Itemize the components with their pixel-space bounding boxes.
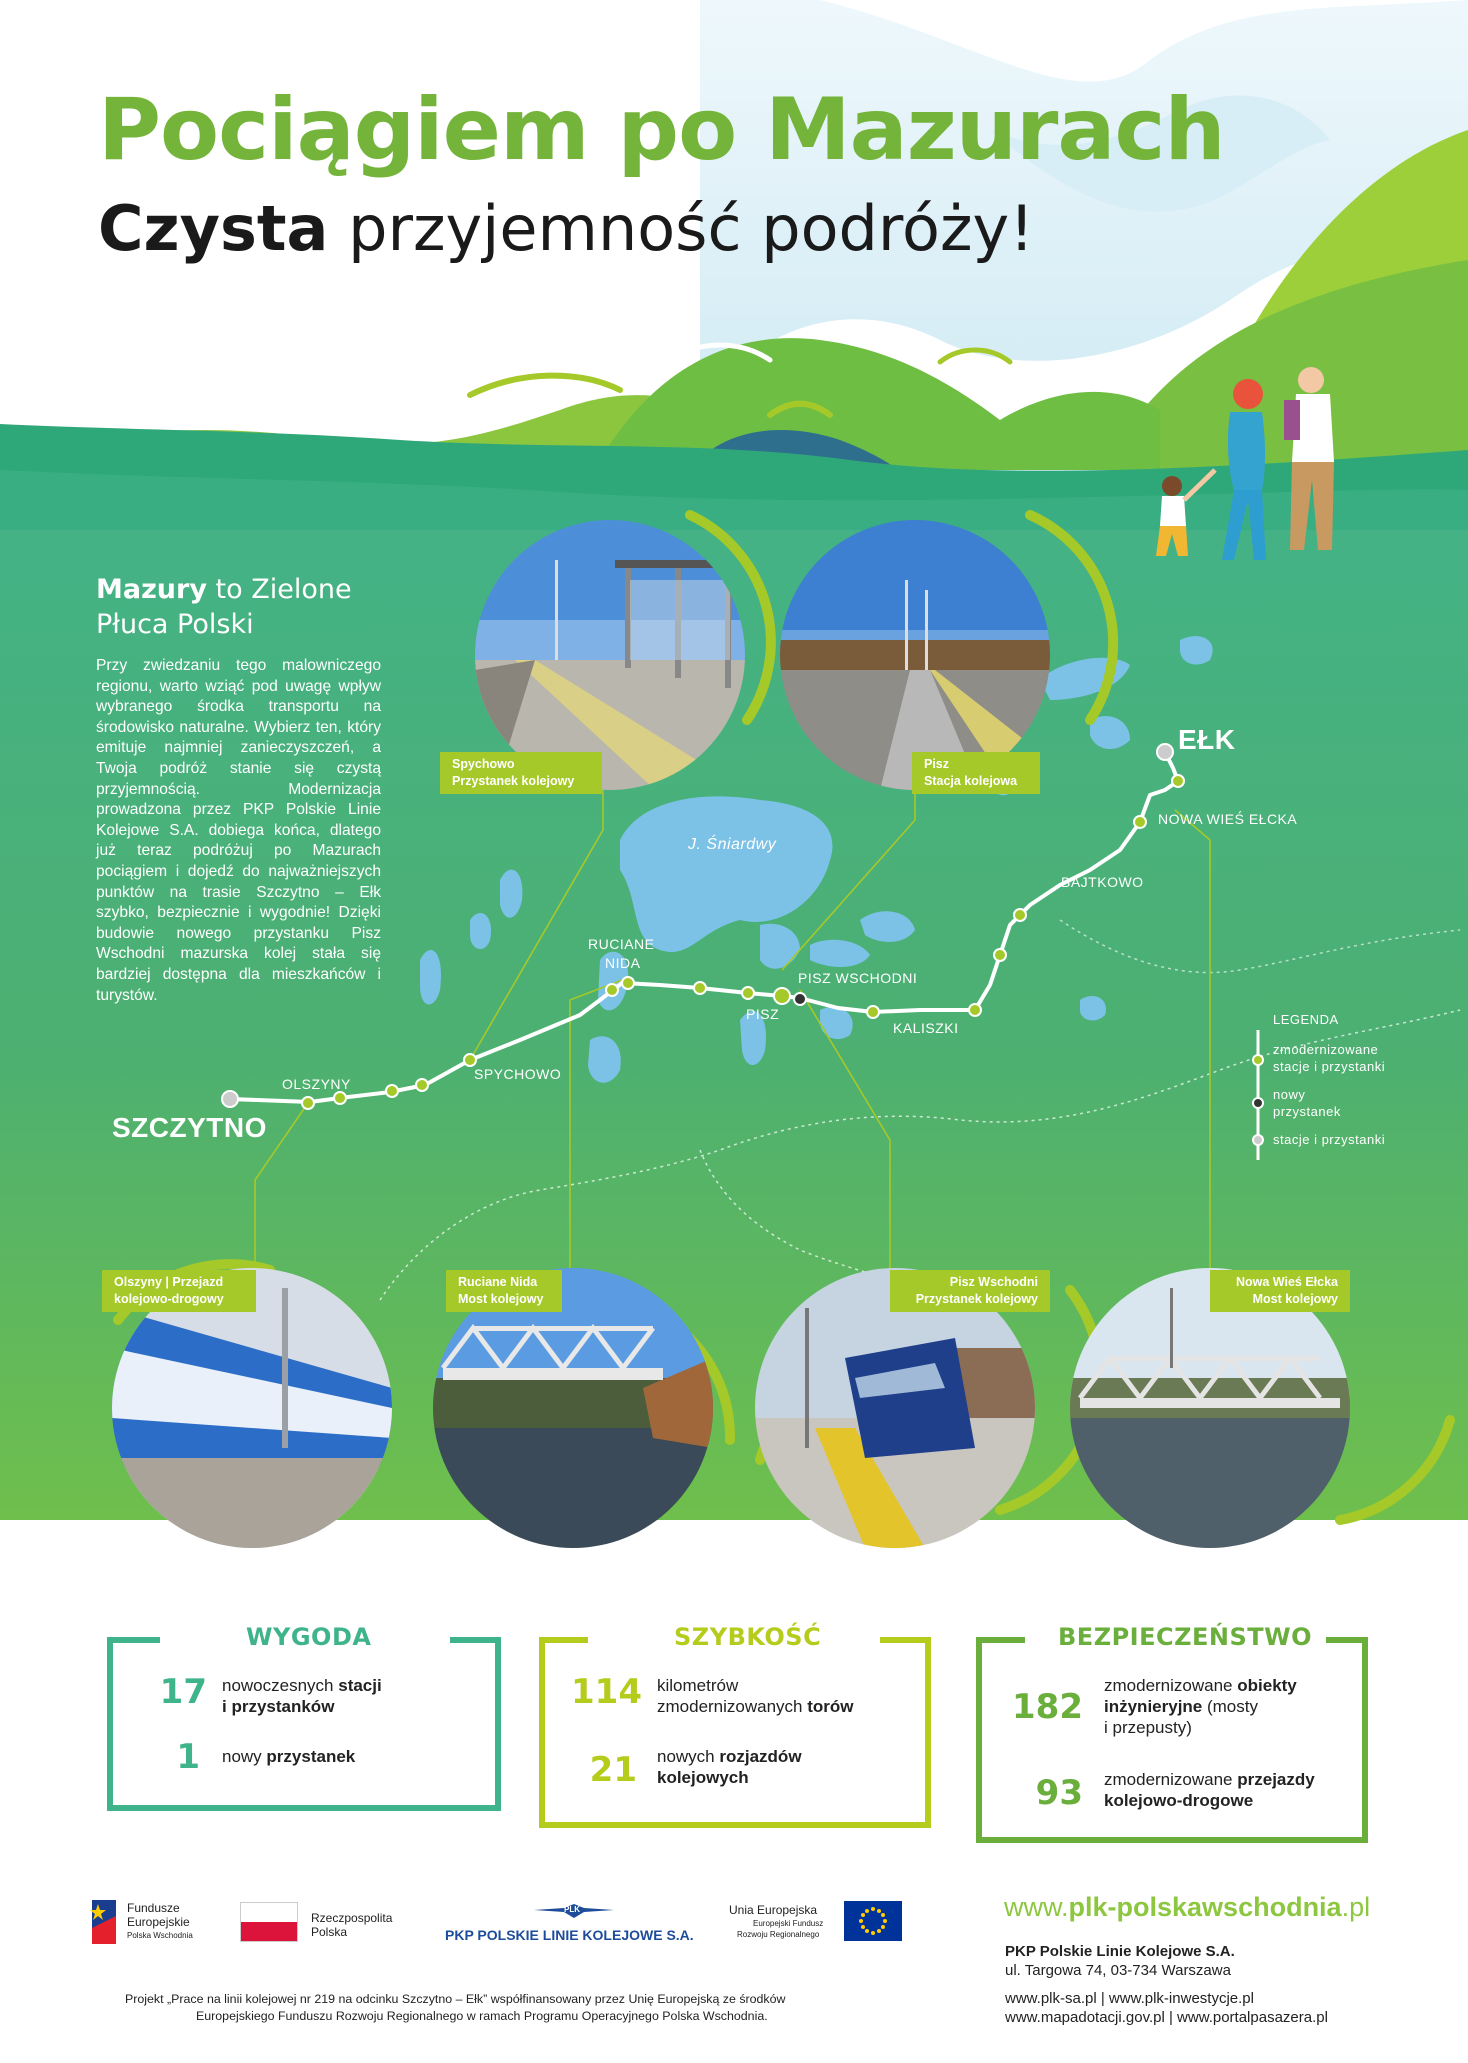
- plk-logo-text: PLK: [564, 1905, 580, 1914]
- stat-wygoda-num-1: 17: [159, 1672, 207, 1712]
- label-olszyny-name: Olszyny | Przejazd: [114, 1275, 224, 1289]
- stat-bezpieczenstwo-title: BEZPIECZEŃSTWO: [1044, 1623, 1326, 1651]
- label-pisz-type: Stacja kolejowa: [924, 774, 1018, 788]
- stat-szybkosc-t1b: zmodernizowanych: [657, 1697, 808, 1716]
- label-spychowo: [440, 752, 602, 794]
- footer-links-2[interactable]: www.mapadotacji.gov.pl | www.portalpasazera.pl: [1005, 2009, 1328, 2026]
- stat-bezpieczenstwo-text-2: [1104, 1769, 1315, 1811]
- station-label-elk: EŁK: [1178, 724, 1236, 755]
- stat-bezp-t1b: obiekty: [1237, 1676, 1297, 1695]
- stat-bezp-t1a: zmodernizowane: [1104, 1676, 1238, 1695]
- eu-flag-icon: [844, 1901, 902, 1941]
- stat-bezp-t1d: (mosty: [1202, 1697, 1258, 1716]
- stat-bezp-t2a: zmodernizowane: [1104, 1770, 1238, 1789]
- ue-text-2: Europejski Fundusz: [753, 1919, 824, 1928]
- stat-bezp-t2c: kolejowo-drogowe: [1104, 1791, 1254, 1810]
- url-bold: plk-polskawschodnia: [1068, 1892, 1342, 1922]
- station-dot: [334, 1092, 346, 1104]
- rp-text-1: Rzeczpospolita: [311, 1911, 393, 1925]
- stat-bezp-t2b: przejazdy: [1237, 1770, 1315, 1789]
- stat-szybkosc-num-1: 114: [571, 1672, 642, 1712]
- station-dot-elk: [1157, 744, 1173, 760]
- station-dot: [694, 982, 706, 994]
- label-pisz-name: Pisz: [924, 757, 950, 771]
- station-label-pisz: PISZ: [746, 1006, 780, 1022]
- legend-new-1: nowy: [1273, 1087, 1306, 1102]
- stat-szybkosc-t2b: rozjazdów: [719, 1747, 802, 1766]
- website-url[interactable]: [1004, 1892, 1370, 1923]
- intro-body: Przy zwiedzaniu tego malowniczego regionu, warto wziąć pod uwagę wpływ wybranego środka transportu na środowisko naturalne. Wybierz ten, który emituje najmniej zanieczyszczeń, a Twoja podróż stanie się czystą przyjemnością. Modernizacja prowadzona przez PKP Polskie Linie Kolejowe S.A. dobiega końca, dlatego już teraz podróżuj po Mazurach pociągiem i dojedź do najważniejszych punktów na trasie Szczytno – Ełk szybko, bezpiecznie i wygodnie! Dzięki budowie nowego przystanku Pisz Wschodni mazurska kolej stała się bardziej dostępna dla mieszkańców i turystów.: [96, 657, 381, 1004]
- station-label-kaliszki: KALISZKI: [893, 1020, 959, 1036]
- subtitle-bold: Czysta: [98, 192, 329, 265]
- stat-wygoda-title: WYGODA: [232, 1623, 385, 1651]
- intro-heading-bold: Mazury: [96, 574, 207, 605]
- station-dot: [1014, 909, 1026, 921]
- station-label-nowa-wies: NOWA WIEŚ EŁCKA: [1158, 811, 1298, 827]
- stat-wygoda-t1a: nowoczesnych: [222, 1676, 339, 1695]
- fe-logo-icon: [88, 1898, 118, 1946]
- station-dot-olszyny: [302, 1097, 314, 1109]
- station-dot: [606, 984, 618, 996]
- label-pisz-wschodni-name: Pisz Wschodni: [949, 1275, 1038, 1289]
- intro-heading: [96, 572, 381, 642]
- ue-text-3: Rozwoju Regionalnego: [737, 1930, 820, 1939]
- fe-text-1: Fundusze: [127, 1901, 180, 1915]
- intro-section: [96, 572, 381, 1006]
- lake-label: J. Śniardwy: [688, 836, 777, 853]
- page-subtitle: [98, 192, 1034, 265]
- station-label-ruciane: RUCIANE: [588, 936, 655, 952]
- station-dot: [386, 1085, 398, 1097]
- station-dot: [994, 949, 1006, 961]
- station-label-olszyny: OLSZYNY: [282, 1076, 351, 1092]
- stat-wygoda-num-2: 1: [176, 1737, 200, 1777]
- station-label-szczytno: SZCZYTNO: [112, 1112, 267, 1143]
- stat-szybkosc-t1c: torów: [807, 1697, 854, 1716]
- company-name: PKP Polskie Linie Kolejowe S.A.: [1005, 1943, 1235, 1960]
- ue-logo: [722, 1900, 912, 1950]
- station-dot-szczytno: [222, 1091, 238, 1107]
- url-prefix: www.: [1004, 1892, 1069, 1922]
- station-dot-pisz: [774, 988, 790, 1004]
- stat-szybkosc-text-1: [657, 1675, 854, 1717]
- page-title: Pociągiem po Mazurach: [98, 80, 1225, 180]
- station-dot-kaliszki: [867, 1006, 879, 1018]
- label-olszyny-type: kolejowo-drogowy: [114, 1292, 224, 1306]
- station-dot-nowa-wies: [1172, 775, 1184, 787]
- subtitle-rest: przyjemność podróży!: [328, 192, 1035, 265]
- stat-bezpieczenstwo-text-1: [1104, 1675, 1297, 1738]
- station-dot: [416, 1079, 428, 1091]
- station-dot: [742, 987, 754, 999]
- stat-wygoda-t2a: nowy: [222, 1747, 267, 1766]
- label-nowa-wies-name: Nowa Wieś Ełcka: [1235, 1275, 1338, 1289]
- stat-bezp-t1e: i przepusty): [1104, 1718, 1192, 1737]
- label-olszyny: [102, 1270, 256, 1312]
- stat-szybkosc-t1a: kilometrów: [657, 1676, 739, 1695]
- label-spychowo-type: Przystanek kolejowy: [452, 774, 575, 788]
- photo-spychowo: [475, 520, 745, 790]
- label-ruciane-nida: [446, 1270, 562, 1312]
- project-statement-2: Europejskiego Funduszu Rozwoju Regionalnego w ramach Programu Operacyjnego Polska Wschodnia.: [196, 2009, 768, 2023]
- stat-wygoda-text-1: [222, 1675, 382, 1717]
- company-address: ul. Targowa 74, 03-734 Warszawa: [1005, 1962, 1231, 1979]
- label-ruciane-type: Most kolejowy: [458, 1292, 544, 1306]
- stat-szybkosc-title: SZYBKOŚĆ: [660, 1623, 835, 1651]
- stat-szybkosc-num-2: 21: [589, 1750, 637, 1790]
- polish-flag-icon: [240, 1902, 298, 1942]
- stat-wygoda-text-2: [222, 1746, 355, 1767]
- legend-modern-2: stacje i przystanki: [1273, 1059, 1386, 1074]
- ue-text-1: Unia Europejska: [729, 1903, 818, 1917]
- plk-logo: [440, 1902, 700, 1948]
- station-dot-spychowo: [464, 1054, 476, 1066]
- station-label-nida: NIDA: [605, 955, 641, 971]
- url-suffix: .pl: [1341, 1892, 1371, 1922]
- stat-szybkosc-t2c: kolejowych: [657, 1768, 749, 1787]
- footer-links-1[interactable]: www.plk-sa.pl | www.plk-inwestycje.pl: [1005, 1990, 1254, 2007]
- legend-new-2: przystanek: [1273, 1104, 1341, 1119]
- project-statement-1: Projekt „Prace na linii kolejowej nr 219 na odcinku Szczytno – Ełk” współfinansowany przez Unię Europejską ze środków: [125, 1992, 786, 2006]
- fe-text-3: Polska Wschodnia: [127, 1931, 193, 1940]
- station-label-pisz-wschodni: PISZ WSCHODNI: [798, 970, 918, 986]
- rp-text-2: Polska: [311, 1925, 348, 1939]
- station-dot-ruciane-nida: [622, 977, 634, 989]
- stat-wygoda-t1c: i przystanków: [222, 1697, 335, 1716]
- stat-szybkosc-text-2: [657, 1746, 802, 1788]
- plk-name: PKP POLSKIE LINIE KOLEJOWE S.A.: [445, 1927, 694, 1943]
- rp-logo: [240, 1902, 440, 1948]
- stat-szybkosc-t2a: nowych: [657, 1747, 720, 1766]
- stat-wygoda-t2b: przystanek: [266, 1747, 356, 1766]
- label-pisz-wschodni-type: Przystanek kolejowy: [915, 1292, 1038, 1306]
- label-spychowo-name: Spychowo: [452, 757, 515, 771]
- photo-pisz: [780, 520, 1050, 790]
- stat-bezpieczenstwo-num-2: 93: [1035, 1773, 1083, 1813]
- station-label-bajtkowo: BAJTKOWO: [1061, 874, 1144, 890]
- intro-heading-rest: to Zielone Płuca Polski: [96, 574, 352, 640]
- legend-modern-1: zmodernizowane: [1273, 1042, 1379, 1057]
- legend-other: stacje i przystanki: [1273, 1132, 1386, 1147]
- legend-title: LEGENDA: [1273, 1012, 1339, 1027]
- label-pisz-wschodni: [890, 1270, 1050, 1312]
- station-label-spychowo: SPYCHOWO: [474, 1066, 562, 1082]
- label-nowa-wies-type: Most kolejowy: [1252, 1292, 1338, 1306]
- stat-bezp-t1c: inżynieryjne: [1104, 1697, 1203, 1716]
- station-dot-bajtkowo: [1134, 816, 1146, 828]
- station-dot-pisz-wschodni: [794, 993, 806, 1005]
- stat-wygoda-t1b: stacji: [338, 1676, 382, 1695]
- label-nowa-wies-elcka: [1210, 1270, 1350, 1312]
- label-pisz: [912, 752, 1040, 794]
- station-dot: [969, 1004, 981, 1016]
- label-ruciane-name: Ruciane Nida: [458, 1275, 538, 1289]
- stat-bezpieczenstwo-num-1: 182: [1012, 1687, 1083, 1727]
- fe-text-2: Europejskie: [127, 1915, 190, 1929]
